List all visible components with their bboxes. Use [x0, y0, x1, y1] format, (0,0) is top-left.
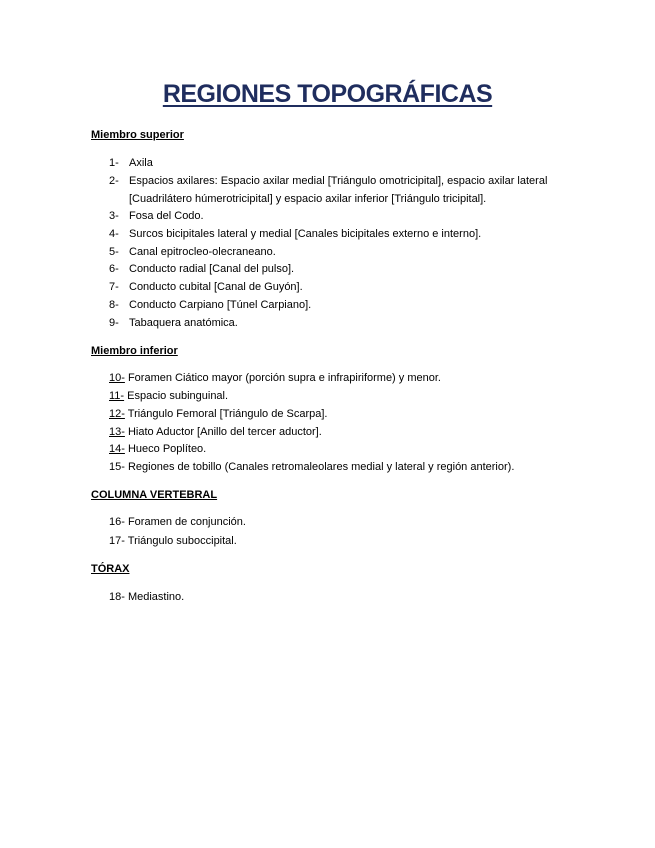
- list-item: [109, 533, 237, 551]
- item-number: 13-: [109, 426, 125, 438]
- list-item: [109, 388, 228, 406]
- item-number: 14-: [109, 443, 125, 455]
- item-text: Surcos bicipitales lateral y medial [Canales bicipitales externo e interno].: [129, 228, 482, 240]
- list-item: [109, 173, 559, 208]
- section-heading-miembro-inferior: Miembro inferior: [91, 345, 178, 357]
- item-number: 10-: [109, 372, 125, 384]
- item-text: Espacios axilares: Espacio axilar medial [Triángulo omotricipital], espacio axilar lateral [Cuadrilátero húmerotricipital] y espacio axilar inferior [Triángulo tricipital].: [129, 175, 548, 205]
- item-number: 8-: [109, 299, 119, 311]
- item-number: 2-: [109, 175, 119, 187]
- item-number: 16-: [109, 516, 125, 528]
- list-item: [109, 424, 322, 442]
- item-text: Triángulo suboccipital.: [124, 535, 237, 547]
- item-number: 5-: [109, 246, 119, 258]
- list-item: [109, 406, 328, 424]
- list-item: [109, 459, 514, 477]
- item-text: Hiato Aductor [Anillo del tercer aductor].: [124, 426, 322, 438]
- item-text: Triángulo Femoral [Triángulo de Scarpa].: [124, 408, 328, 420]
- list-item: [109, 441, 206, 459]
- item-number: 4-: [109, 228, 119, 240]
- item-text: Canal epitrocleo-olecraneano.: [129, 246, 276, 258]
- item-text: Mediastino.: [124, 591, 185, 603]
- item-text: Foramen de conjunción.: [124, 516, 246, 528]
- item-number: 1-: [109, 157, 119, 169]
- item-text: Hueco Poplíteo.: [124, 443, 207, 455]
- list-item: [109, 297, 311, 315]
- item-number: 3-: [109, 210, 119, 222]
- item-text: Conducto Carpiano [Túnel Carpiano].: [129, 299, 312, 311]
- item-text: Tabaquera anatómica.: [129, 317, 238, 329]
- list-item: [109, 226, 481, 244]
- list-item: [109, 261, 294, 279]
- list-item: [109, 279, 303, 297]
- list-item: [109, 208, 204, 226]
- item-number: 12-: [109, 408, 125, 420]
- item-number: 7-: [109, 281, 119, 293]
- section-heading-miembro-superior: Miembro superior: [91, 129, 184, 141]
- list-item: [109, 315, 238, 333]
- list-item: [109, 244, 276, 262]
- item-number: 6-: [109, 263, 119, 275]
- item-text: Fosa del Codo.: [129, 210, 204, 222]
- item-text: Axila: [129, 157, 153, 169]
- item-text: Conducto cubital [Canal de Guyón].: [129, 281, 303, 293]
- section-heading-columna-vertebral: COLUMNA VERTEBRAL: [91, 489, 218, 501]
- list-item: [109, 370, 441, 388]
- item-number: 11-: [109, 390, 125, 402]
- item-text: Espacio subinguinal.: [124, 390, 229, 402]
- item-number: 9-: [109, 317, 119, 329]
- item-number: 18-: [109, 591, 125, 603]
- item-text: Foramen Ciático mayor (porción supra e infrapiriforme) y menor.: [124, 372, 441, 384]
- item-number: 17-: [109, 535, 125, 547]
- item-text: Regiones de tobillo (Canales retromaleolares medial y lateral y región anterior).: [124, 461, 515, 473]
- list-item: [109, 514, 246, 532]
- section-heading-torax: TÓRAX: [91, 563, 130, 575]
- list-item: [109, 155, 153, 173]
- item-text: Conducto radial [Canal del pulso].: [129, 263, 295, 275]
- list-item: [109, 589, 184, 607]
- item-number: 15-: [109, 461, 125, 473]
- page-title: REGIONES TOPOGRÁFICAS: [162, 80, 493, 108]
